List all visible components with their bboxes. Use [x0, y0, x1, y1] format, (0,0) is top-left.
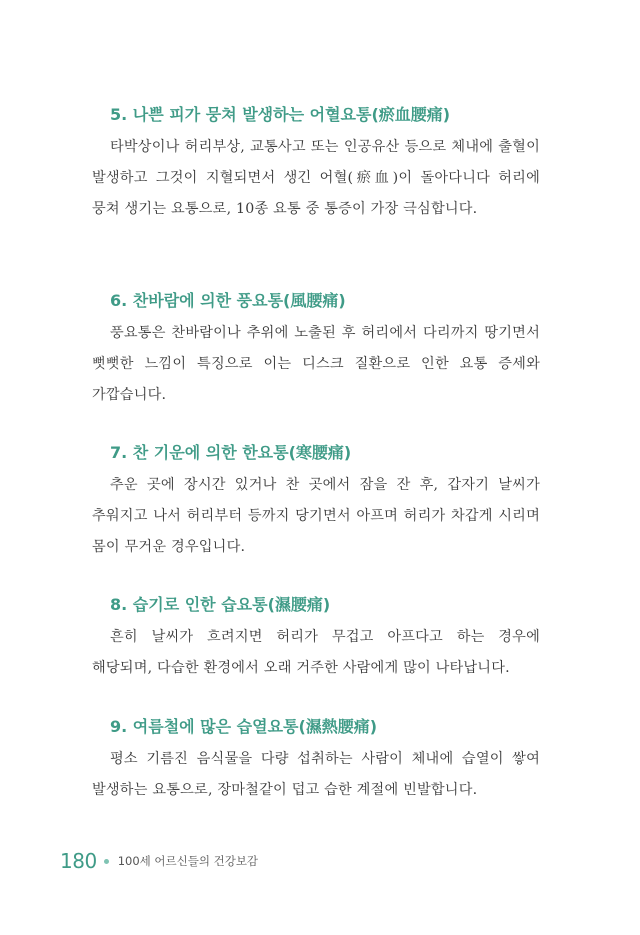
section-body: 추운 곳에 장시간 있거나 찬 곳에서 잠을 잔 후, 갑자기 날씨가 추워지고 나서 허리부터 등까지 당기면서 아프며 허리가 차갑게 시리며 몸이 무거운 경우입니다.	[92, 477, 540, 555]
page-footer	[60, 848, 258, 874]
book-title: 100세 어르신들의 건강보감	[117, 854, 259, 868]
section-wind-back-pain	[92, 290, 540, 411]
section-heading: 8. 습기로 인한 습요통(濕腰痛)	[110, 595, 331, 614]
bullet-dot-icon	[104, 859, 109, 864]
section-body: 평소 기름진 음식물을 다량 섭취하는 사람이 체내에 습열이 쌓여 발생하는 요통으로, 장마철같이 덥고 습한 계절에 빈발합니다.	[92, 751, 540, 798]
section-cold-back-pain	[92, 442, 540, 563]
section-blood-stasis-back-pain	[92, 104, 540, 225]
section-damp-heat-back-pain	[92, 716, 540, 806]
section-damp-back-pain	[92, 594, 540, 684]
section-body: 타박상이나 허리부상, 교통사고 또는 인공유산 등으로 체내에 출혈이 발생하고 그것이 지혈되면서 생긴 어혈(瘀血)이 돌아다니다 허리에 뭉쳐 생기는 요통으로, 10종 요통 중 통증이 가장 극심합니다.	[92, 139, 540, 217]
page-number: 180	[60, 849, 97, 873]
section-heading: 7. 찬 기운에 의한 한요통(寒腰痛)	[110, 443, 352, 462]
section-heading: 9. 여름철에 많은 습열요통(濕熱腰痛)	[110, 717, 378, 736]
section-body: 흔히 날씨가 흐려지면 허리가 무겁고 아프다고 하는 경우에 해당되며, 다습한 환경에서 오래 거주한 사람에게 많이 나타납니다.	[92, 629, 540, 676]
section-heading: 5. 나쁜 피가 뭉쳐 발생하는 어혈요통(瘀血腰痛)	[110, 105, 451, 124]
section-heading: 6. 찬바람에 의한 풍요통(風腰痛)	[110, 291, 346, 310]
section-body: 풍요통은 찬바람이나 추위에 노출된 후 허리에서 다리까지 땅기면서 뻣뻣한 느낌이 특징으로 이는 디스크 질환으로 인한 요통 증세와 가깝습니다.	[92, 325, 540, 403]
